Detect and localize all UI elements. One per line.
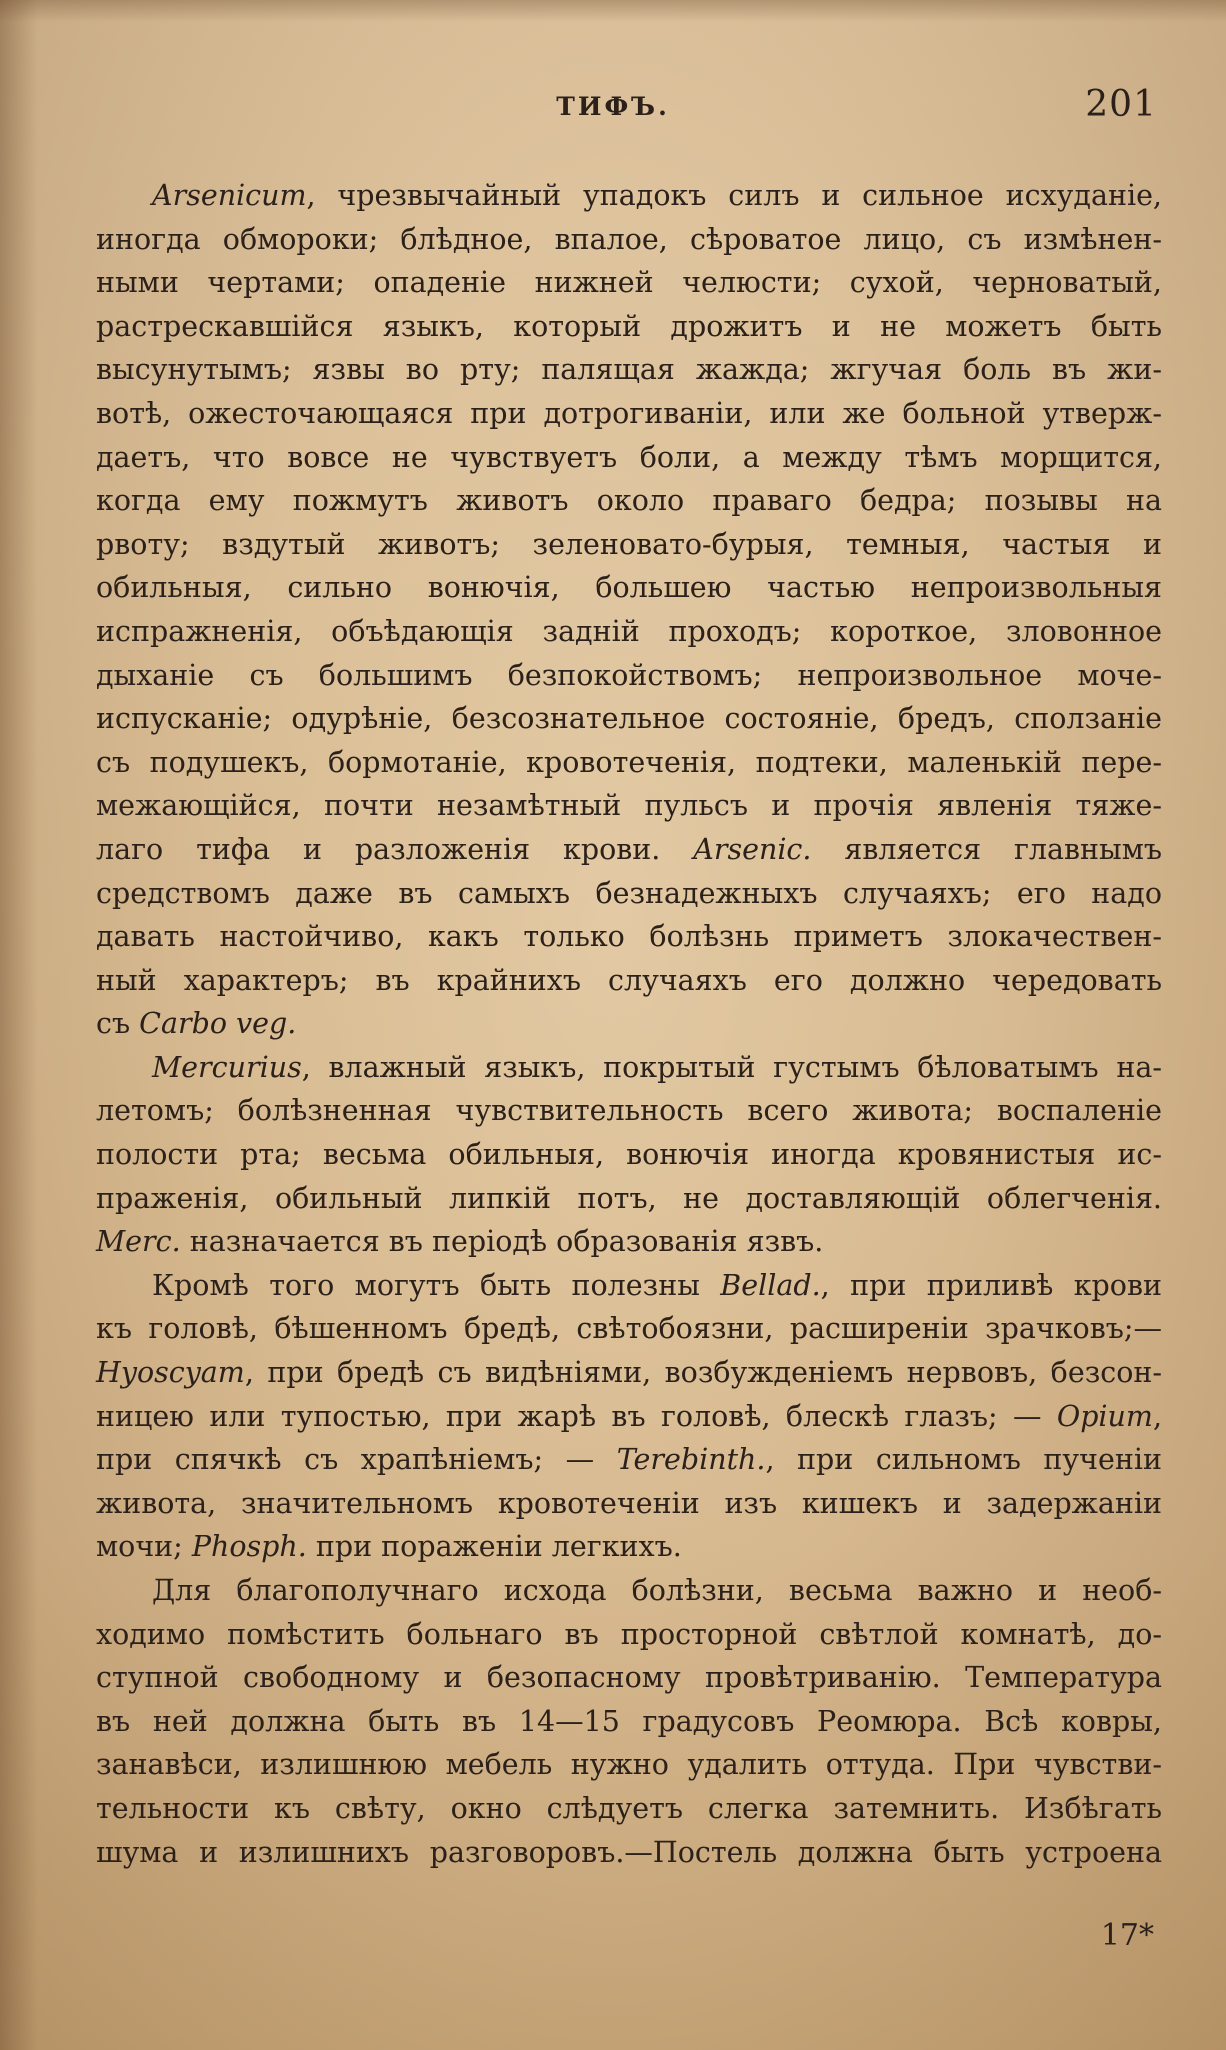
top-edge-shadow xyxy=(0,0,1226,22)
text-line: ницею или тупостью, при жарѣ въ головѣ, блескѣ глазъ; — Opium, xyxy=(96,1399,1162,1433)
text-line: ступной свободному и безопасному провѣтриванію. Температура xyxy=(96,1661,1162,1695)
text-line: средствомъ даже въ самыхъ безнадежныхъ случаяхъ; его надо xyxy=(96,876,1162,910)
text-line: полости рта; весьма обильныя, вонючія иногда кровянистыя ис- xyxy=(96,1138,1162,1172)
text-line: съ подушекъ, бормотаніе, кровотеченія, подтеки, маленькій пере- xyxy=(96,745,1162,779)
text-line: когда ему пожмутъ животъ около праваго бедра; позывы на xyxy=(96,484,1162,518)
text-line: при спячкѣ съ храпѣніемъ; — Terebinth., при сильномъ пученіи xyxy=(96,1443,1162,1477)
paragraph-arsenicum xyxy=(96,174,1162,1046)
text-line: Для благополучнаго исхода болѣзни, весьма важно и необ- xyxy=(152,1574,1162,1607)
paragraph-other-remedies xyxy=(96,1264,1162,1569)
text-line: Кромѣ того могутъ быть полезны Bellad., при приливѣ крови xyxy=(152,1268,1162,1302)
text-line: шума и излишнихъ разговоровъ.—Постель должна быть устроена xyxy=(96,1835,1162,1869)
text-line: тельности къ свѣту, окно слѣдуетъ слегка затемнить. Избѣгать xyxy=(96,1791,1162,1825)
running-head: ТИФЪ. xyxy=(556,92,670,121)
text-line: вотѣ, ожесточающаяся при дотрогиваніи, или же больной утверж- xyxy=(96,396,1162,430)
text-line: межающійся, почти незамѣтный пульсъ и прочія явленія тяже- xyxy=(96,789,1162,823)
text-line: въ ней должна быть въ 14—15 градусовъ Реомюра. Всѣ ковры, xyxy=(96,1704,1162,1738)
text-line: растрескавшійся языкъ, который дрожитъ и не можетъ быть xyxy=(96,309,1162,343)
text-line: Merc. назначается въ періодѣ образованія язвъ. xyxy=(96,1225,824,1259)
text-line: иногда обмороки; блѣдное, впалое, сѣроватое лицо, съ измѣнен- xyxy=(96,222,1162,256)
text-line: ный характеръ; въ крайнихъ случаяхъ его должно чередовать xyxy=(96,963,1162,997)
text-line: обильныя, сильно вонючія, большею частью непроизвольныя xyxy=(96,571,1162,605)
text-line: лаго тифа и разложенія крови. Arsenic. является главнымъ xyxy=(96,832,1162,866)
signature-mark: 17* xyxy=(1100,1918,1154,1953)
text-line: давать настойчиво, какъ только болѣзнь приметъ злокачествен- xyxy=(96,920,1162,954)
text-line: летомъ; болѣзненная чувствительность всего живота; воспаленіе xyxy=(96,1094,1162,1128)
text-line: съ Carbo veg. xyxy=(96,1007,297,1041)
page-number: 201 xyxy=(1085,84,1157,125)
text-line: испусканіе; одурѣніе, безсознательное состояніе, бредъ, сползаніе xyxy=(96,702,1162,736)
paragraph-care xyxy=(96,1569,1162,1874)
text-line: мочи; Phosph. при пораженіи легкихъ. xyxy=(96,1530,682,1564)
text-line: Arsenicum, чрезвычайный упадокъ силъ и сильное исхуданіе, xyxy=(152,179,1162,212)
text-line: Hyoscyam, при бредѣ съ видѣніями, возбужденіемъ нервовъ, безсон- xyxy=(96,1356,1162,1390)
text-line: къ головѣ, бѣшенномъ бредѣ, свѣтобоязни, расширеніи зрачковъ;— xyxy=(96,1312,1162,1346)
text-line: рвоту; вздутый животъ; зеленовато-бурыя, темныя, частыя и xyxy=(96,527,1162,561)
text-line: живота, значительномъ кровотеченіи изъ кишекъ и задержаніи xyxy=(96,1486,1162,1520)
text-line: дыханіе съ большимъ безпокойствомъ; непроизвольное моче- xyxy=(96,658,1162,692)
text-line: ными чертами; опаденіе нижней челюсти; сухой, черноватый, xyxy=(96,266,1162,300)
paragraph-mercurius xyxy=(96,1046,1162,1264)
text-line: ходимо помѣстить больнаго въ просторной свѣтлой комнатѣ, до- xyxy=(96,1617,1162,1651)
text-line: испражненія, объѣдающія задній проходъ; короткое, зловонное xyxy=(96,614,1162,648)
body-text xyxy=(96,174,1162,1874)
text-line: даетъ, что вовсе не чувствуетъ боли, а между тѣмъ морщится, xyxy=(96,440,1162,474)
spine-shadow xyxy=(0,0,38,2050)
text-line: праженія, обильный липкій потъ, не доставляющій облегченія. xyxy=(96,1181,1162,1215)
text-line: высунутымъ; язвы во рту; палящая жажда; жгучая боль въ жи- xyxy=(96,353,1162,387)
text-line: занавѣси, излишнюю мебель нужно удалить оттуда. При чувстви- xyxy=(96,1748,1162,1782)
text-line: Mercurius, влажный языкъ, покрытый густымъ бѣловатымъ на- xyxy=(152,1050,1162,1084)
